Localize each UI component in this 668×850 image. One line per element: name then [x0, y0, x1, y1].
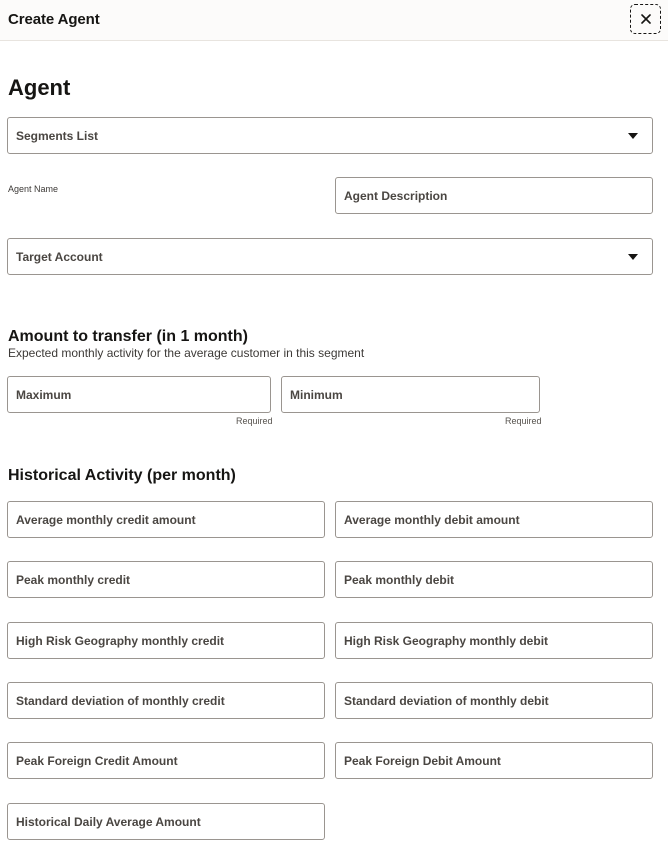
agent-name-label: Agent Name: [8, 184, 59, 194]
avg-monthly-credit-input[interactable]: [7, 501, 325, 538]
field-label: Standard deviation of monthly credit: [16, 693, 225, 708]
field-label: High Risk Geography monthly credit: [16, 633, 225, 648]
field-label: Peak Foreign Debit Amount: [344, 753, 501, 768]
peak-monthly-credit-input[interactable]: [7, 561, 325, 598]
peak-foreign-credit-input[interactable]: [7, 742, 325, 779]
minimum-required-text: Required: [505, 416, 542, 426]
agent-description-label: Agent Description: [344, 188, 448, 203]
agent-description-input[interactable]: [335, 177, 653, 214]
high-risk-geo-credit-input[interactable]: [7, 622, 325, 659]
field-label: Historical Daily Average Amount: [16, 814, 201, 829]
minimum-input[interactable]: [281, 376, 540, 413]
segments-list-label: Segments List: [16, 128, 99, 143]
high-risk-geo-debit-input[interactable]: [335, 622, 653, 659]
maximum-label: Maximum: [16, 387, 72, 402]
stddev-monthly-debit-input[interactable]: [335, 682, 653, 719]
field-label: High Risk Geography monthly debit: [344, 633, 549, 648]
avg-monthly-debit-input[interactable]: [335, 501, 653, 538]
dialog-header: [0, 0, 668, 41]
peak-monthly-debit-input[interactable]: [335, 561, 653, 598]
field-label: Average monthly credit amount: [16, 512, 196, 527]
maximum-required-text: Required: [236, 416, 273, 426]
historical-section-title: Historical Activity (per month): [8, 467, 236, 484]
dialog-title: Create Agent: [8, 11, 100, 28]
close-icon: [641, 14, 651, 24]
field-label: Peak monthly debit: [344, 572, 455, 587]
field-label: Standard deviation of monthly debit: [344, 693, 549, 708]
stddev-monthly-credit-input[interactable]: [7, 682, 325, 719]
chevron-down-icon: [628, 254, 638, 260]
peak-foreign-debit-input[interactable]: [335, 742, 653, 779]
agent-section-title: Agent: [8, 75, 71, 100]
field-label: Peak Foreign Credit Amount: [16, 753, 178, 768]
field-label: Peak monthly credit: [16, 572, 131, 587]
field-label: Average monthly debit amount: [344, 512, 520, 527]
amount-section-title: Amount to transfer (in 1 month): [8, 328, 248, 345]
target-account-select[interactable]: [7, 238, 653, 275]
historical-daily-average-input[interactable]: [7, 803, 325, 840]
amount-section-subtitle: Expected monthly activity for the average customer in this segment: [8, 346, 365, 360]
minimum-label: Minimum: [290, 387, 343, 402]
close-button[interactable]: [630, 4, 661, 34]
segments-list-select[interactable]: [7, 117, 653, 154]
target-account-label: Target Account: [16, 249, 103, 264]
chevron-down-icon: [628, 133, 638, 139]
maximum-input[interactable]: [7, 376, 271, 413]
